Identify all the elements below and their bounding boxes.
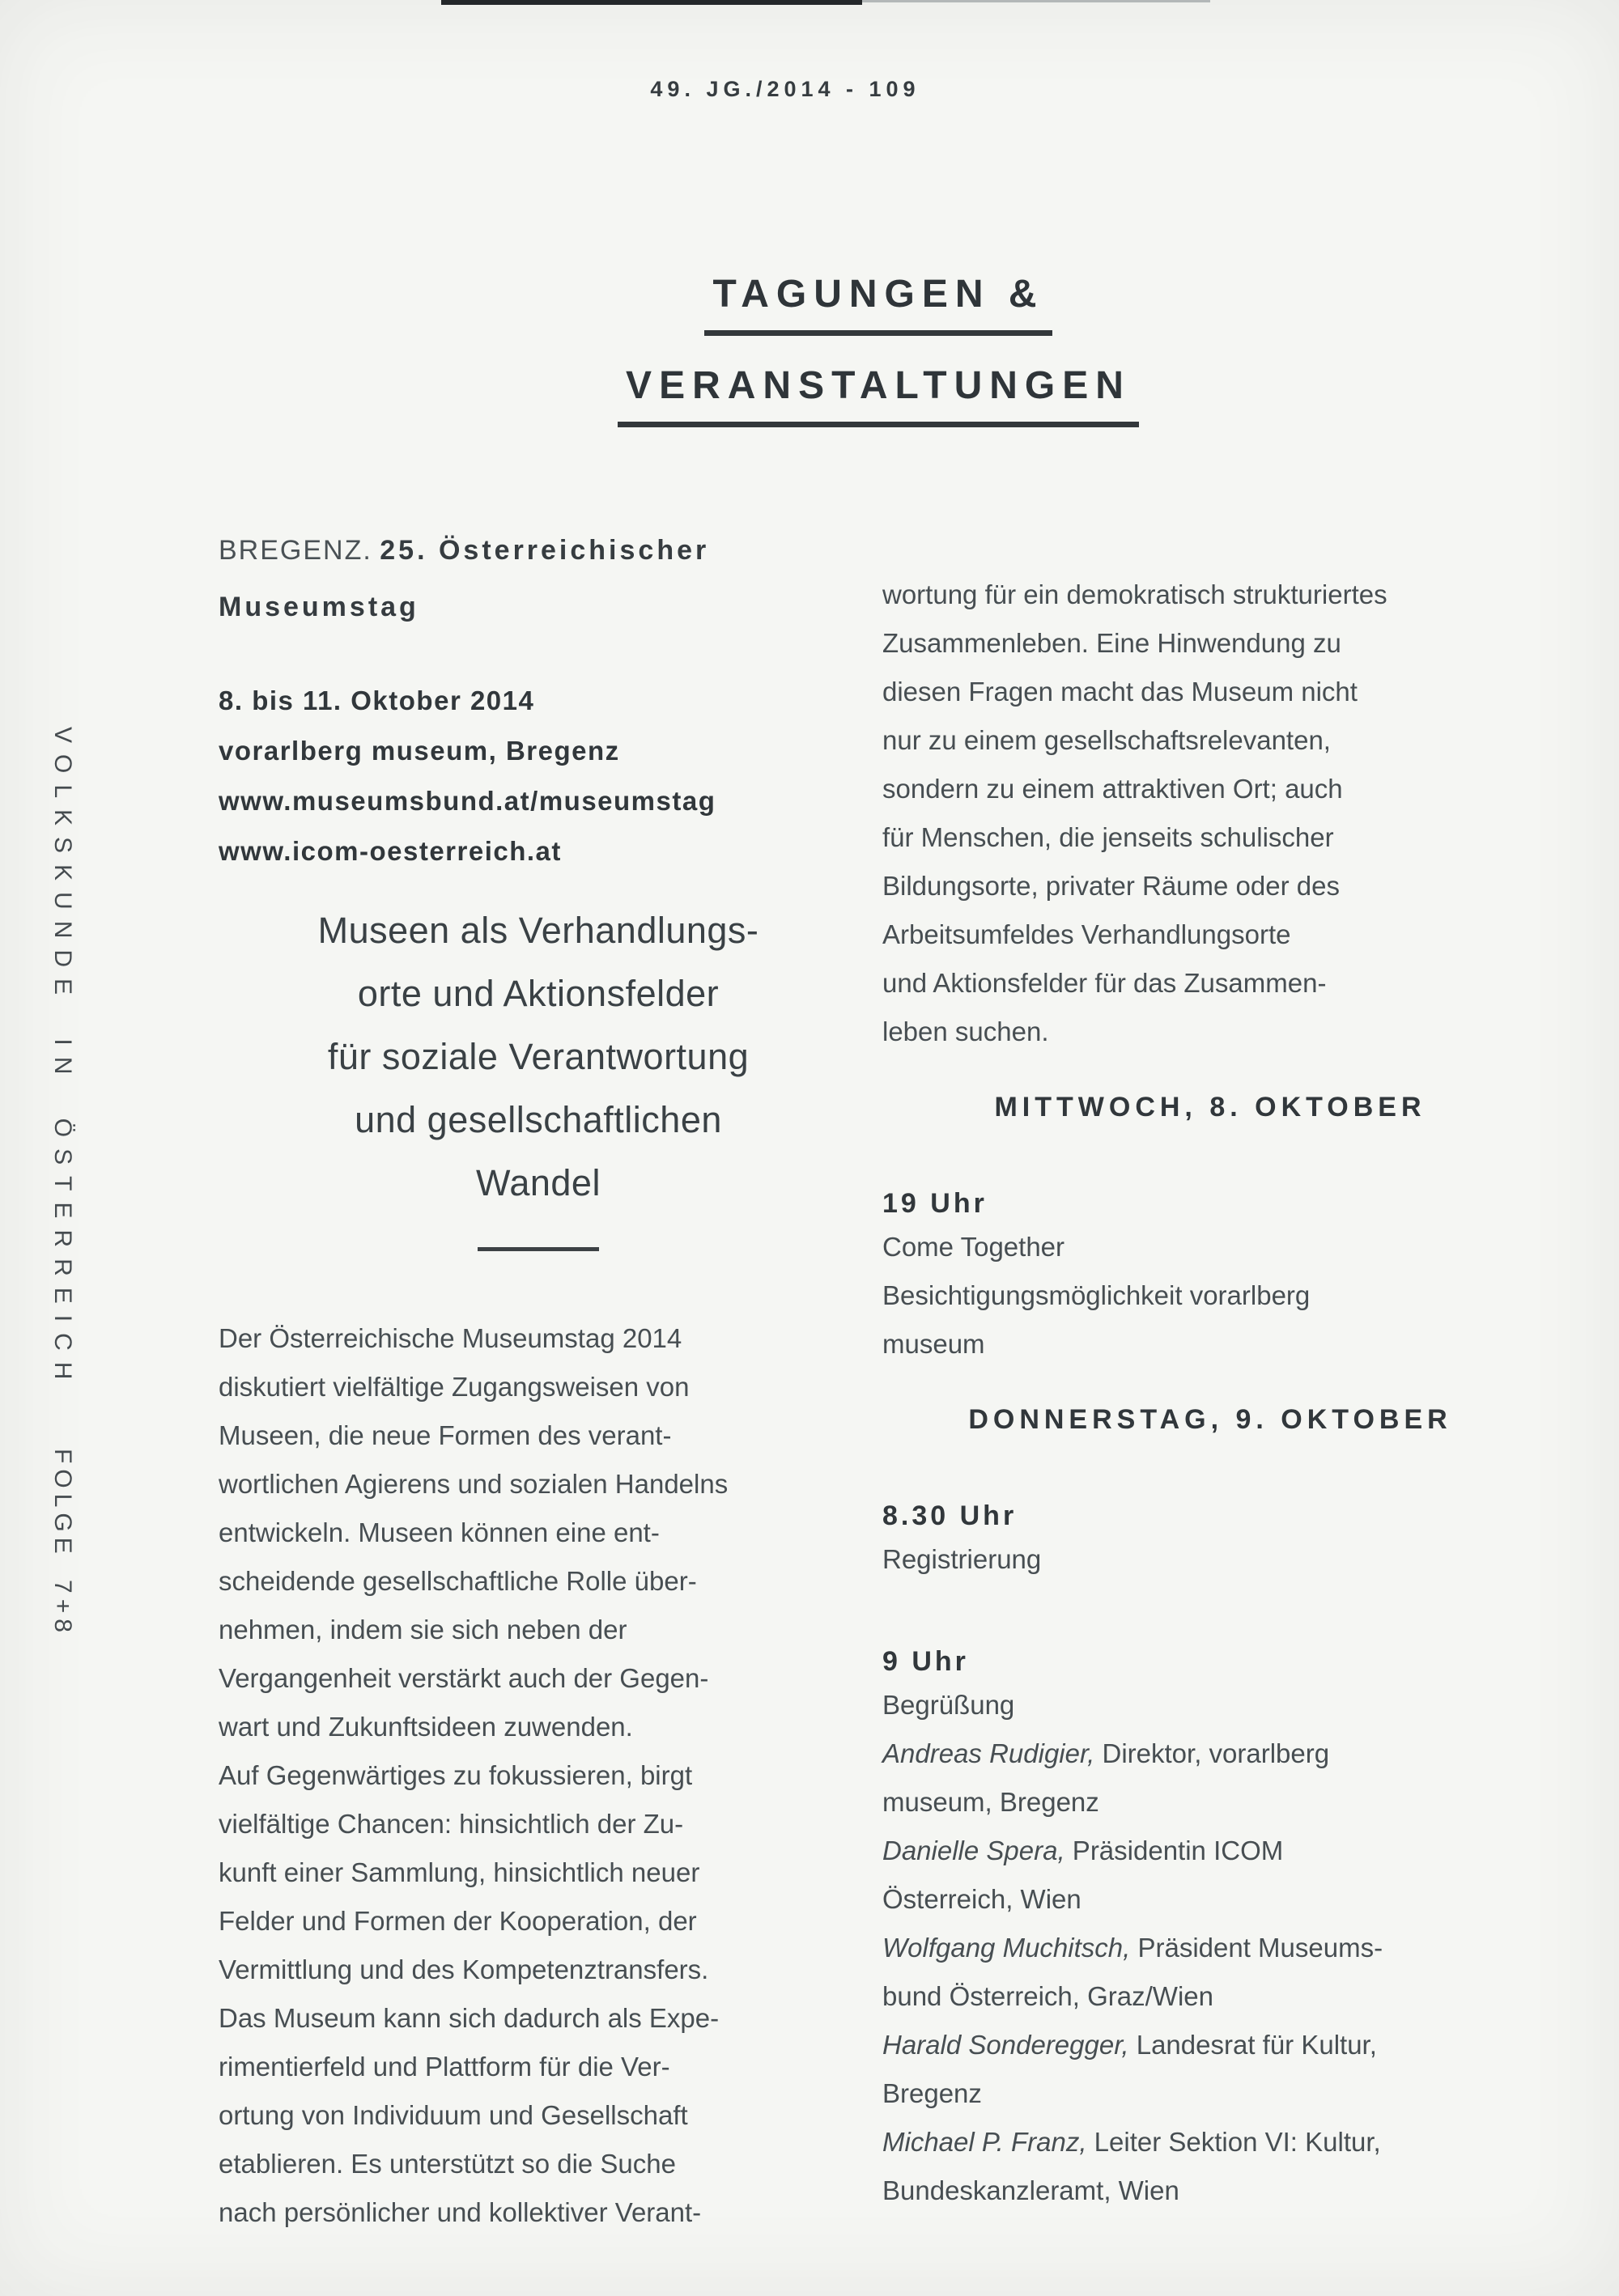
event-info <box>219 676 858 876</box>
body-line: diskutiert vielfältige Zugangsweisen von <box>219 1372 690 1402</box>
program-speaker-name: Michael P. Franz, <box>882 2127 1087 2157</box>
program-line <box>882 1729 1538 1778</box>
article-title-line: für soziale Verantwortung <box>327 1036 750 1077</box>
program-text: Österreich, Wien <box>882 1884 1081 1914</box>
kicker-line2: Museumstag <box>219 592 419 622</box>
body-line: Vergangenheit verstärkt auch der Gegen- <box>219 1663 709 1693</box>
event-info-line: www.museumsbund.at/museumstag <box>219 786 716 816</box>
program-text: museum <box>882 1329 985 1359</box>
body-line: nur zu einem gesellschaftsrelevanten, <box>882 725 1331 755</box>
page-header: 49. JG./2014 - 109 <box>650 77 920 101</box>
program-time: 9 Uhr <box>882 1646 969 1677</box>
program-time: 19 Uhr <box>882 1188 988 1219</box>
body-line: sondern zu einem attraktiven Ort; auch <box>882 774 1343 804</box>
body-line: Der Österreichische Museumstag 2014 <box>219 1323 682 1353</box>
program-line <box>882 2118 1538 2167</box>
program-text: bund Österreich, Graz/Wien <box>882 1981 1213 2011</box>
program-line <box>882 1778 1538 1827</box>
body-line: Auf Gegenwärtiges zu fokussieren, birgt <box>219 1760 693 1790</box>
section-title-line2: VERANSTALTUNGEN <box>618 362 1139 427</box>
scan-artifact-light <box>862 0 1210 2</box>
body-line: scheidende gesellschaftliche Rolle über- <box>219 1566 697 1596</box>
program-speaker-name: Andreas Rudigier, <box>882 1738 1095 1768</box>
section-title <box>219 270 1538 427</box>
program-speaker-name: Danielle Spera, <box>882 1836 1065 1865</box>
body-line: Museen, die neue Formen des verant- <box>219 1420 672 1450</box>
body-line: Bildungsorte, privater Räume oder des <box>882 871 1340 901</box>
program-line <box>882 1875 1538 1924</box>
program-line <box>882 2069 1538 2118</box>
article-title-line: Wandel <box>476 1162 601 1203</box>
event-info-line: vorarlberg museum, Bregenz <box>219 736 620 766</box>
event-info-line: 8. bis 11. Oktober 2014 <box>219 685 535 715</box>
section-title-line1: TAGUNGEN & <box>704 270 1052 336</box>
program-time: 8.30 Uhr <box>882 1500 1018 1531</box>
body-line: etablieren. Es unterstützt so die Suche <box>219 2149 676 2179</box>
program-line <box>882 1972 1538 2021</box>
program-text: Come Together <box>882 1232 1065 1262</box>
program-text: Besichtigungsmöglichkeit vorarlberg <box>882 1280 1311 1310</box>
program-text: Präsident Museums- <box>1130 1933 1383 1963</box>
body-line: Felder und Formen der Kooperation, der <box>219 1906 697 1936</box>
program-text: Landesrat für Kultur, <box>1128 2030 1377 2060</box>
program-line <box>882 2021 1538 2069</box>
program-text: Registrierung <box>882 1544 1042 1574</box>
program-line <box>882 1535 1538 1584</box>
body-line: wortlichen Agierens und sozialen Handelns <box>219 1469 729 1499</box>
body-line: nehmen, indem sie sich neben der <box>219 1615 627 1645</box>
program-line <box>882 1924 1538 1972</box>
article-title-line: Museen als Verhandlungs- <box>317 910 759 951</box>
program-day-heading: DONNERSTAG, 9. OKTOBER <box>968 1404 1452 1435</box>
program-text: Präsidentin ICOM <box>1064 1836 1284 1865</box>
program-line <box>882 1320 1538 1369</box>
event-info-line: www.icom-oesterreich.at <box>219 836 562 866</box>
body-line: Arbeitsumfeldes Verhandlungsorte <box>882 919 1291 949</box>
right-column <box>882 571 1538 2215</box>
program-text: Begrüßung <box>882 1690 1015 1720</box>
program-text: Bundeskanzleramt, Wien <box>882 2175 1179 2205</box>
program-line <box>882 1271 1538 1320</box>
program-line <box>882 2167 1538 2215</box>
body-line: und Aktionsfelder für das Zusammen- <box>882 968 1327 998</box>
program-line <box>882 1827 1538 1875</box>
body-line: entwickeln. Museen können eine ent- <box>219 1517 660 1547</box>
article-title-line: orte und Aktionsfelder <box>357 973 720 1014</box>
article-body-left <box>219 1314 858 2237</box>
body-line: Zusammenleben. Eine Hinwendung zu <box>882 628 1341 658</box>
body-line: rimentierfeld und Plattform für die Ver- <box>219 2052 670 2082</box>
article-title <box>219 899 858 1215</box>
body-line: leben suchen. <box>882 1016 1049 1046</box>
program-schedule <box>882 1089 1538 2215</box>
left-column <box>219 522 858 2237</box>
program-text: Leiter Sektion VI: Kultur, <box>1086 2127 1381 2157</box>
program-day-heading: MITTWOCH, 8. OKTOBER <box>994 1092 1426 1123</box>
body-line: nach persönlicher und kollektiver Verant- <box>219 2197 702 2227</box>
scan-artifact <box>441 0 862 5</box>
program-line <box>882 1681 1538 1729</box>
body-line: Das Museum kann sich dadurch als Expe- <box>219 2003 720 2033</box>
program-text: Direktor, vorarlberg <box>1094 1738 1330 1768</box>
kicker-event-name: 25. Österreichischer <box>380 535 710 566</box>
article-kicker <box>219 522 858 635</box>
body-line: vielfältige Chancen: hinsichtlich der Zu- <box>219 1809 684 1839</box>
body-line: wortung für ein demokratisch strukturiertes <box>882 579 1387 609</box>
kicker-city: BREGENZ. <box>219 535 372 566</box>
body-line: kunft einer Sammlung, hinsichtlich neuer <box>219 1857 700 1887</box>
body-line: ortung von Individuum und Gesellschaft <box>219 2100 688 2130</box>
divider-rule <box>478 1247 599 1251</box>
article-body-right <box>882 571 1538 1056</box>
sidebar-issue-number: FOLGE 7+8 <box>49 1449 76 1638</box>
program-speaker-name: Harald Sonderegger, <box>882 2030 1129 2060</box>
sidebar-journal-name: VOLKSKUNDE IN ÖSTERREICH <box>49 727 76 1391</box>
program-text: museum, Bregenz <box>882 1787 1099 1817</box>
program-text: Bregenz <box>882 2078 982 2108</box>
body-line: Vermittlung und des Kompetenztransfers. <box>219 1954 709 1984</box>
kicker-line1 <box>219 522 858 579</box>
body-line: diesen Fragen macht das Museum nicht <box>882 677 1358 707</box>
article-title-line: und gesellschaftlichen <box>355 1099 722 1140</box>
body-line: wart und Zukunftsideen zuwenden. <box>219 1712 633 1742</box>
program-speaker-name: Wolfgang Muchitsch, <box>882 1933 1131 1963</box>
program-line <box>882 1223 1538 1271</box>
body-line: für Menschen, die jenseits schulischer <box>882 822 1334 852</box>
